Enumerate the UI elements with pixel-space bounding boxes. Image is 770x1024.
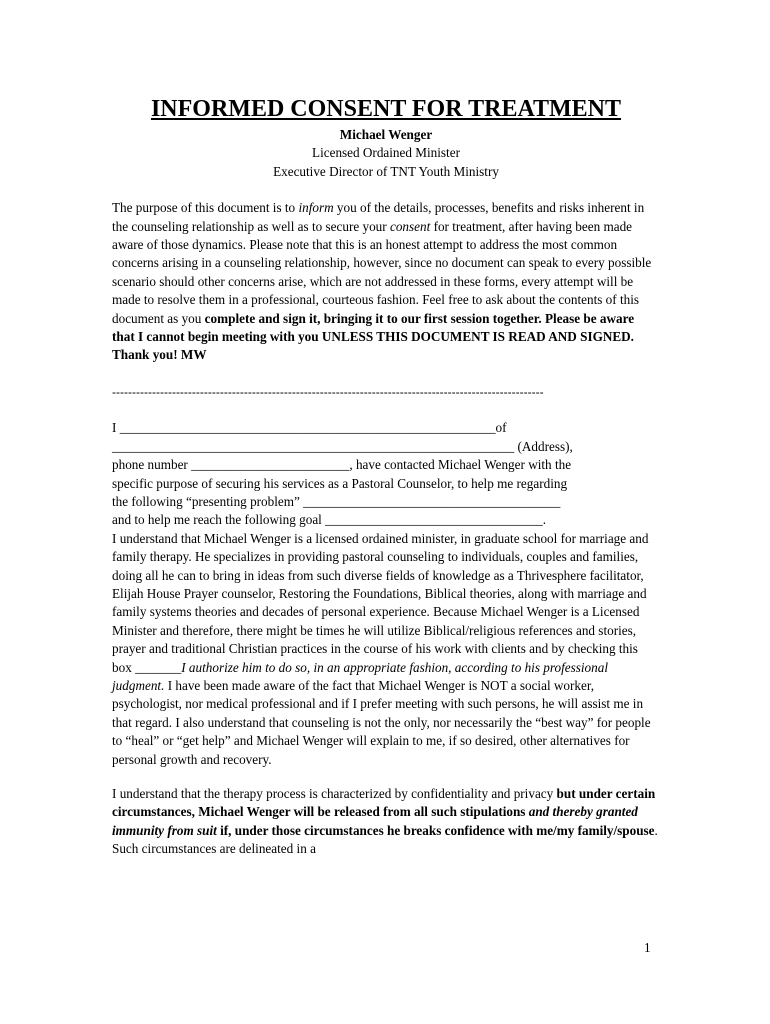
intro-text-3: for treatment, after having been made aware of those dynamics. Please note that this is an honest attempt to address the most common concerns arising in a counseling relationship, however, since no document can speak to every possible scenario should other concerns arise, which are not addressed in these forms, every attempt will be made to resolve them in a professional, courteous fashion. Feel free to ask about the contents of this document as you [112,218,652,326]
author-name: Michael Wenger [339,127,433,142]
confidentiality-bold-emphasis: and thereby granted immunity from suit [112,804,638,838]
client-form [112,419,660,529]
intro-bold-notice: complete and sign it, bringing it to our first session together. Please be aware that I cannot begin meeting with you UNLESS THIS DOCUMENT IS READ AND SIGNED. Thank you! MW [112,310,635,363]
authorization-statement: I authorize him to do so, in an appropriate fashion, according to his professional judgment. [112,659,608,693]
author-role: Licensed Ordained Minister [312,145,460,161]
form-line-goal[interactable]: and to help me reach the following goal _________________________________. [112,512,547,528]
author-position: Executive Director of TNT Youth Ministry [273,163,499,179]
page-number: 1 [644,940,651,955]
confidentiality-paragraph [112,785,660,859]
understanding-paragraph [112,530,660,769]
confidentiality-bold-2: if, under those circumstances he breaks confidence with me/my family/spouse [216,822,655,838]
document-page [112,94,660,859]
form-line-phone[interactable]: phone number ________________________, have contacted Michael Wenger with the [112,457,572,473]
form-line-address[interactable]: _____________________________________________________________ (Address), [112,438,573,454]
form-line-name[interactable]: I _________________________________________________________of [112,420,507,436]
section-divider: ------------------------------------------------------------------------------------------------------------ [112,384,544,399]
confidentiality-text-2: . Such circumstances are delineated in a [112,822,658,857]
document-title: INFORMED CONSENT FOR TREATMENT [150,96,622,122]
form-line-purpose: specific purpose of securing his services as a Pastoral Counselor, to help me regarding [112,475,568,491]
form-line-presenting-problem[interactable]: the following “presenting problem” _______________________________________ [112,493,561,509]
intro-emphasis-inform: inform [298,200,334,216]
confidentiality-bold-1: but under certain circumstances, Michael Wenger will be released from all such stipulations [112,786,656,820]
understanding-text-1: I understand that Michael Wenger is a licensed ordained minister, in graduate school for marriage and family therapy. He specializes in providing pastoral counseling to individuals, couples and families, doing all he can to bring in ideas from such diverse fields of knowledge as a Thrivesphere facilitator, Elijah House Prayer counselor, Restoring the Foundations, Biblical theories, along with marriage and family systems theories and decades of personal experience. Because Michael Wenger is a Licensed Minister and therefore, there might be times he will utilize Biblical/religious references and stories, prayer and traditional Christian practices in the course of his work with clients and by checking this box _______ [112,530,649,675]
intro-emphasis-consent: consent [389,218,431,234]
intro-text-2: you of the details, processes, benefits and risks inherent in the counseling relationship as well as to secure your [112,200,645,234]
understanding-text-2: I have been made aware of the fact that Michael Wenger is NOT a social worker, psychologist, nor medical professional and if I prefer meeting with such persons, he will assist me in that regard. I also understand that counseling is not the only, nor necessarily the “best way” for people to “heal” or “get help” and Michael Wenger will explain to me, if so desired, other alternatives for personal growth and recovery. [112,677,651,767]
intro-paragraph [112,199,660,365]
confidentiality-text-1: I understand that the therapy process is characterized by confidentiality and privacy [112,786,557,801]
intro-text-1: The purpose of this document is to [112,200,299,216]
